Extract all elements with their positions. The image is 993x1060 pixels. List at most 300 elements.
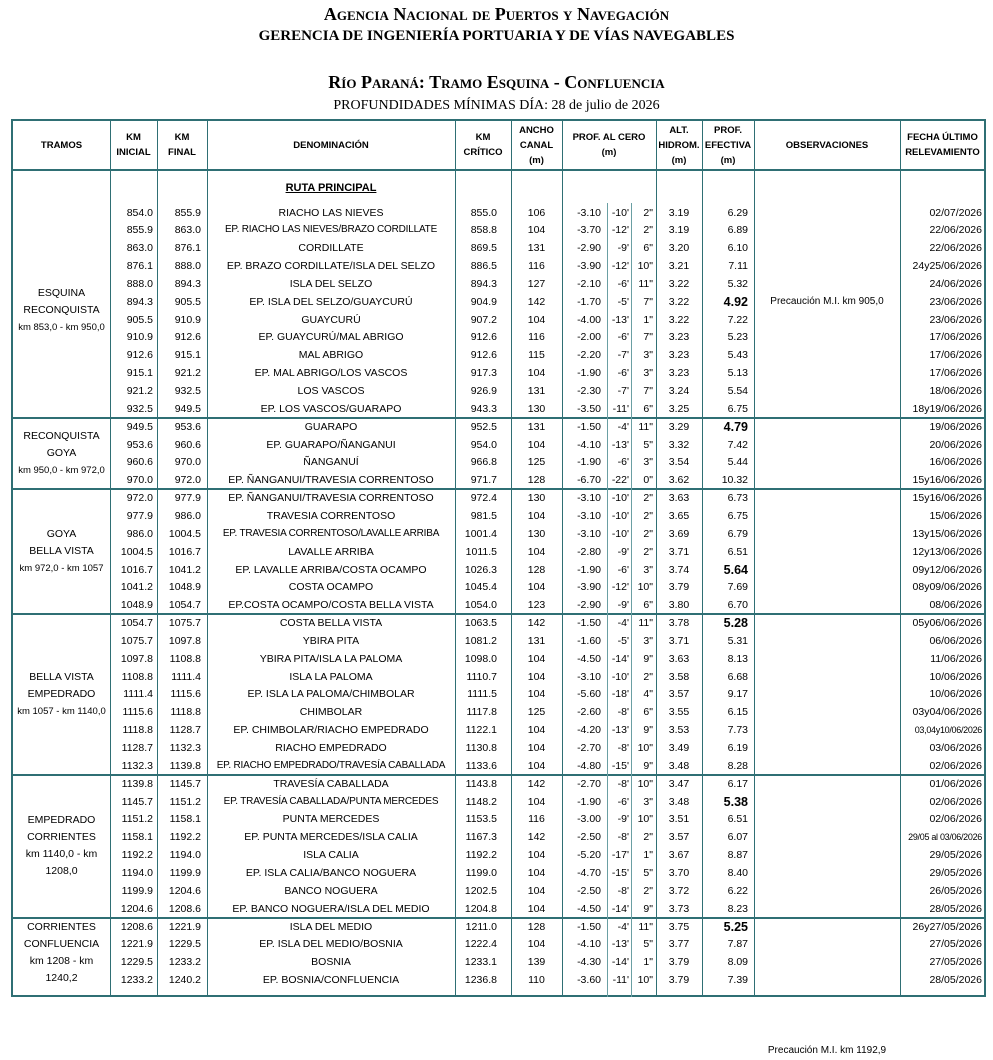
cell-alt: 3.71 [668, 634, 690, 647]
cell-pe: 4.79 [723, 419, 748, 434]
cell-p1: -2.60 [577, 706, 601, 719]
cell-pe: 6.79 [727, 527, 748, 540]
cell-alt: 3.19 [668, 224, 690, 237]
cell-den: CORDILLATE [298, 242, 364, 255]
cell-p3: 3" [643, 349, 653, 362]
cell-kc: 1199.0 [465, 866, 497, 879]
cell-ki: 1139.8 [121, 777, 153, 790]
cell-an: 128 [527, 920, 546, 933]
cell-alt: 3.79 [668, 581, 690, 594]
cell-an: 130 [527, 527, 546, 540]
cell-p2: -9' [617, 242, 629, 255]
cell-ki: 1048.9 [120, 599, 153, 612]
col-tramos-label: TRAMOS [40, 139, 83, 151]
cell-p3: 11" [638, 920, 653, 933]
cell-fe: 23/06/2026 [929, 313, 982, 326]
cell-p3: 10" [637, 742, 653, 754]
cell-alt: 3.63 [668, 492, 690, 505]
cell-p1: -4.10 [577, 438, 601, 451]
cell-pe: 8.28 [727, 759, 748, 772]
cell-ki: 1041.2 [120, 581, 153, 594]
cell-an: 104 [527, 581, 546, 594]
cell-kf: 1115.6 [170, 688, 201, 701]
cell-kc: 894.3 [470, 277, 497, 290]
cell-den: RIACHO EMPEDRADO [275, 742, 387, 754]
cell-den: MAL ABRIGO [298, 349, 364, 362]
cell-kf: 1048.9 [168, 581, 201, 594]
cell-alt: 3.49 [668, 742, 690, 754]
cell-p3: 9" [643, 652, 653, 665]
cell-fe: 02/06/2026 [929, 795, 982, 808]
cell-ki: 1194.0 [121, 866, 153, 879]
cell-kf: 1233.2 [168, 956, 201, 969]
tramo-label [13, 489, 110, 614]
cell-den: EP. LOS VASCOS/GUARAPO [260, 402, 402, 415]
cell-kc: 1026.3 [464, 563, 497, 576]
cell-p2: -4' [617, 920, 629, 933]
cell-alt: 3.51 [668, 813, 690, 826]
cell-p3: 4" [643, 688, 653, 701]
cell-an: 104 [527, 367, 546, 380]
cell-den: EP. MAL ABRIGO/LOS VASCOS [254, 367, 408, 380]
cell-kc: 972.4 [470, 492, 497, 505]
cell-an: 104 [527, 742, 546, 754]
cell-fe: 17/06/2026 [929, 349, 982, 362]
cell-pe: 5.64 [723, 562, 748, 577]
route-title: RUTA PRINCIPAL [285, 182, 377, 194]
cell-kc: 1117.8 [466, 706, 497, 719]
cell-fe: 02/06/2026 [929, 813, 982, 826]
cell-an: 130 [527, 492, 546, 505]
cell-fe: 27/05/2026 [929, 956, 982, 969]
col-prof-efectiva [702, 121, 754, 169]
cell-an: 130 [527, 402, 546, 415]
cell-pe: 8.13 [727, 652, 748, 665]
cell-pe: 7.22 [727, 313, 748, 326]
cell-kf: 1192.2 [169, 831, 201, 844]
cell-ki: 977.9 [126, 509, 153, 522]
cell-p3: 3" [643, 563, 653, 576]
cell-p2: -8' [617, 706, 629, 719]
cell-an: 104 [527, 224, 546, 237]
col-km-final-l2: FINAL [168, 147, 196, 158]
cell-an: 104 [527, 438, 546, 451]
cell-ki: 1158.1 [121, 831, 153, 844]
cell-den: EP. ISLA DEL SELZO/GUAYCURÚ [249, 295, 413, 308]
tramo-line: BELLA VISTA [29, 545, 94, 558]
cell-kf: 977.9 [174, 492, 201, 505]
col-prof-ef-l2: EFECTIVA [704, 139, 752, 151]
cell-kf: 910.9 [174, 313, 201, 326]
cell-fe: 03y04/06/2026 [912, 706, 982, 719]
col-ancho-l1: ANCHO [519, 124, 554, 136]
cell-alt: 3.55 [668, 706, 690, 719]
col-alt-l1: ALT. [669, 124, 689, 136]
cell-fe: 19/06/2026 [929, 420, 982, 433]
cell-den: LAVALLE ARRIBA [288, 545, 374, 558]
col-km-inicial [110, 121, 157, 169]
cell-pe: 6.70 [727, 599, 748, 612]
cell-ki: 1128.7 [121, 742, 153, 754]
cell-p3: 6" [643, 402, 653, 415]
observation-note: Precaución M.I. km 905,0 [770, 295, 884, 307]
cell-kc: 858.8 [470, 224, 497, 237]
cell-p1: -2.70 [577, 777, 601, 790]
cell-kc: 855.0 [470, 206, 497, 219]
cell-fe: 02/06/2026 [929, 759, 982, 772]
cell-pe: 5.54 [727, 385, 748, 397]
cell-alt: 3.21 [668, 260, 690, 273]
cell-p3: 7" [643, 295, 653, 308]
cell-p3: 10" [637, 777, 653, 790]
tramo-label [13, 775, 110, 918]
cell-p2: -8' [617, 742, 629, 754]
cell-kf: 1221.9 [168, 920, 201, 933]
tramo-line: RECONQUISTA [23, 429, 100, 442]
cell-kf: 1041.2 [168, 563, 201, 576]
cell-pe: 6.15 [727, 706, 748, 719]
cell-den: PUNTA MERCEDES [282, 813, 380, 826]
cell-p2: -9' [617, 599, 629, 612]
cell-p2: -8' [617, 831, 629, 844]
cell-den: EP. BRAZO CORDILLATE/ISLA DEL SELZO [226, 260, 436, 273]
cell-alt: 3.79 [668, 956, 690, 969]
tramo-label [13, 614, 110, 775]
cell-p1: -3.90 [577, 581, 601, 594]
cell-fe: 22/06/2026 [929, 242, 982, 255]
cell-p1: -2.50 [577, 884, 601, 897]
cell-alt: 3.48 [668, 759, 690, 772]
cell-kf: 1145.7 [169, 777, 201, 790]
cell-fe: 15y16/06/2026 [912, 474, 982, 487]
cell-ki: 932.5 [126, 402, 153, 415]
cell-an: 139 [527, 956, 546, 969]
cell-fe: 28/05/2026 [929, 902, 982, 915]
cell-den: EP. ISLA LA PALOMA/CHIMBOLAR [247, 688, 415, 701]
cell-ki: 970.0 [126, 474, 153, 487]
cell-den: TRAVESÍA CABALLADA [273, 777, 389, 790]
cell-p1: -1.50 [577, 920, 601, 933]
cell-pe: 5.44 [727, 456, 748, 469]
cell-kf: 1139.8 [169, 759, 201, 772]
cell-fe: 16/06/2026 [929, 456, 982, 469]
cell-ki: 1108.8 [121, 670, 153, 683]
cell-p2: -17' [611, 849, 629, 862]
cell-p2: -8' [617, 777, 629, 790]
cell-den: ÑANGANUÍ [303, 456, 359, 469]
cell-den: CHIMBOLAR [299, 706, 363, 719]
cell-p1: -6.70 [577, 474, 601, 487]
cell-fe: 26/05/2026 [929, 884, 982, 897]
cell-p1: -2.80 [577, 545, 601, 558]
cell-kf: 932.5 [174, 385, 201, 397]
cell-ki: 1118.8 [122, 724, 153, 737]
cell-ki: 1233.2 [120, 974, 153, 987]
cell-kf: 986.0 [174, 509, 201, 522]
cell-pe: 8.23 [727, 902, 748, 915]
cell-kc: 1011.5 [465, 545, 497, 558]
cell-ki: 986.0 [126, 527, 153, 540]
tramo-line: 1208,0 [45, 865, 78, 878]
cell-kc: 907.2 [470, 313, 497, 326]
cell-an: 127 [527, 277, 546, 290]
col-km-final-l1: KM [174, 132, 190, 143]
cell-fe: 02/07/2026 [929, 206, 982, 219]
cell-p2: -4' [617, 420, 629, 433]
cell-p2: -15' [611, 866, 629, 879]
cell-p3: 6" [643, 242, 653, 255]
cell-kf: 1204.6 [168, 884, 201, 897]
cell-ki: 1097.8 [120, 652, 153, 665]
cell-p3: 10" [637, 974, 653, 987]
cell-an: 104 [527, 670, 546, 683]
cell-an: 131 [527, 420, 546, 433]
cell-p2: -13' [611, 313, 629, 326]
cell-ki: 912.6 [126, 349, 153, 362]
cell-kc: 952.5 [470, 420, 497, 433]
col-prof-cero-l2: (m) [601, 147, 617, 158]
cell-p1: -3.50 [577, 402, 601, 415]
cell-kc: 1110.7 [466, 670, 497, 683]
cell-fe: 22/06/2026 [929, 224, 982, 237]
col-prof-ef-l3: (m) [720, 154, 736, 166]
cell-kc: 1122.1 [465, 724, 497, 737]
cell-ki: 921.2 [126, 385, 153, 397]
cell-den: EP. CHIMBOLAR/RIACHO EMPEDRADO [233, 724, 429, 737]
cell-kc: 1202.5 [464, 884, 497, 897]
cell-den: EP.COSTA OCAMPO/COSTA BELLA VISTA [228, 599, 434, 612]
cell-den: COSTA BELLA VISTA [279, 617, 383, 630]
column-divider [754, 121, 755, 997]
cell-ki: 855.9 [126, 224, 153, 237]
observation-note: Precaución M.I. km 1192,9 [767, 1045, 887, 1057]
cell-p3: 6" [643, 706, 653, 719]
cell-pe: 10.32 [721, 474, 748, 487]
col-observaciones [754, 121, 900, 169]
col-prof-cero-l1: PROF. AL CERO [572, 132, 646, 143]
cell-den: YBIRA PITA [302, 634, 360, 647]
cell-ki: 949.5 [126, 420, 153, 433]
cell-kf: 1118.8 [170, 706, 201, 719]
cell-ki: 953.6 [126, 438, 153, 451]
cell-p1: -3.10 [577, 670, 601, 683]
cell-kc: 1054.0 [464, 599, 497, 612]
cell-p2: -11' [612, 402, 629, 415]
tramo-line: BELLA VISTA [29, 670, 94, 683]
cell-ki: 960.6 [126, 456, 153, 469]
cell-alt: 3.24 [668, 385, 690, 397]
cell-p2: -10' [611, 509, 629, 522]
cell-p1: -1.60 [577, 634, 601, 647]
cell-p1: -4.00 [577, 313, 601, 326]
cell-an: 104 [527, 759, 546, 772]
cell-den: EP. RIACHO LAS NIEVES/BRAZO CORDILLATE [224, 224, 438, 236]
cell-p2: -4' [617, 617, 629, 630]
cell-alt: 3.22 [668, 295, 690, 308]
cell-den: ISLA LA PALOMA [289, 670, 373, 683]
cell-kf: 1054.7 [168, 599, 201, 612]
cell-pe: 7.11 [728, 260, 748, 273]
cell-pe: 8.87 [727, 849, 748, 862]
cell-kf: 855.9 [174, 206, 201, 219]
cell-pe: 6.07 [727, 831, 748, 844]
cell-alt: 3.75 [668, 920, 690, 933]
col-alt-l2: HIDROM. [658, 139, 700, 151]
cell-alt: 3.63 [668, 652, 690, 665]
cell-p2: -11' [612, 974, 629, 987]
cell-kf: 1208.6 [168, 902, 201, 915]
cell-p1: -1.90 [577, 367, 601, 380]
cell-kf: 915.1 [174, 349, 201, 362]
cell-p3: 2" [643, 492, 653, 505]
cell-alt: 3.22 [668, 277, 690, 290]
cell-p3: 6" [643, 599, 653, 612]
col-ancho-l2: CANAL [519, 139, 554, 151]
cell-ki: 888.0 [126, 277, 153, 290]
cell-kc: 1211.0 [465, 920, 497, 933]
cell-fe: 29/05/2026 [929, 849, 982, 862]
cell-den: EP. GUARAPO/ÑANGANUI [266, 438, 396, 451]
cell-pe: 6.19 [727, 742, 748, 754]
cell-kc: 971.7 [470, 474, 497, 487]
cell-kf: 949.5 [174, 402, 201, 415]
cell-kc: 886.5 [470, 260, 497, 273]
tramo-line: CORRIENTES [27, 831, 96, 844]
cell-an: 142 [527, 831, 546, 844]
col-km-critico-l1: KM [475, 132, 491, 143]
tramo-label [13, 418, 110, 489]
cell-kc: 1001.4 [464, 527, 497, 540]
cell-kf: 960.6 [174, 438, 201, 451]
cell-den: EP. BANCO NOGUERA/ISLA DEL MEDIO [232, 902, 430, 915]
cell-p1: -1.50 [577, 420, 601, 433]
cell-ki: 1208.6 [120, 920, 153, 933]
cell-kf: 1158.1 [169, 813, 201, 826]
cell-p2: -14' [611, 652, 629, 665]
cell-alt: 3.54 [668, 456, 690, 469]
cell-fe: 24/06/2026 [929, 277, 982, 290]
cell-alt: 3.57 [668, 831, 690, 844]
cell-den: RIACHO LAS NIEVES [278, 206, 384, 219]
cell-ki: 915.1 [126, 367, 153, 380]
cell-p1: -1.70 [577, 295, 601, 308]
tramo-km-range: km 972,0 - km 1057 [19, 563, 104, 575]
cell-p1: -4.30 [577, 956, 601, 969]
cell-p3: 9" [643, 759, 653, 772]
cell-den: EP. RIACHO EMPEDRADO/TRAVESÍA CABALLADA [216, 759, 446, 771]
cell-pe: 6.29 [727, 206, 748, 219]
cell-kf: 905.5 [174, 295, 201, 308]
cell-p2: -7' [617, 385, 629, 397]
cell-p1: -2.10 [577, 277, 601, 290]
cell-kc: 1148.2 [465, 795, 497, 808]
cell-an: 125 [527, 706, 546, 719]
cell-p1: -3.10 [577, 492, 601, 505]
cell-p3: 5" [643, 938, 653, 951]
cell-ki: 1115.6 [122, 706, 153, 719]
cell-alt: 3.80 [668, 599, 690, 612]
col-fecha-l1: FECHA ÚLTIMO [907, 132, 978, 143]
cell-alt: 3.20 [668, 242, 690, 255]
cell-an: 106 [527, 206, 546, 219]
cell-kf: 972.0 [174, 474, 201, 487]
cell-p2: -8' [617, 884, 629, 897]
cell-fe: 08y09/06/2026 [912, 581, 982, 594]
cell-p2: -12' [611, 260, 629, 273]
cell-an: 123 [527, 599, 546, 612]
cell-ki: 905.5 [126, 313, 153, 326]
cell-alt: 3.23 [668, 349, 690, 362]
cell-den: EP. ISLA CALIA/BANCO NOGUERA [245, 866, 417, 879]
cell-alt: 3.69 [668, 527, 690, 540]
cell-ki: 1199.9 [121, 884, 153, 897]
cell-pe: 7.42 [727, 438, 748, 451]
cell-p3: 10" [637, 813, 653, 826]
cell-p2: -10' [611, 527, 629, 540]
cell-alt: 3.53 [668, 724, 690, 737]
cell-p1: -5.20 [577, 849, 601, 862]
cell-pe: 7.87 [727, 938, 748, 951]
cell-kc: 1133.6 [465, 759, 497, 772]
cell-alt: 3.77 [668, 938, 690, 951]
cell-fe: 28/05/2026 [929, 974, 982, 987]
cell-ki: 1016.7 [120, 563, 153, 576]
cell-pe: 6.17 [727, 777, 748, 790]
cell-pe: 6.10 [727, 242, 748, 255]
cell-kc: 943.3 [470, 402, 497, 415]
cell-p2: -6' [617, 795, 629, 808]
cell-pe: 5.13 [727, 367, 748, 380]
cell-p2: -15' [611, 759, 629, 772]
cell-an: 104 [527, 938, 546, 951]
cell-p3: 10" [637, 581, 653, 594]
cell-ki: 1204.6 [120, 902, 153, 915]
cell-kc: 1222.4 [464, 938, 497, 951]
cell-den: YBIRA PITA/ISLA LA PALOMA [259, 652, 403, 665]
col-denominacion [207, 121, 455, 169]
cell-p3: 2" [643, 670, 653, 683]
cell-p3: 10" [637, 260, 653, 273]
tramo-label [13, 918, 110, 989]
cell-p2: -14' [611, 902, 629, 915]
cell-p2: -9' [617, 813, 629, 826]
col-km-inicial-l2: INICIAL [116, 147, 151, 158]
cell-p1: -1.90 [577, 456, 601, 469]
cell-fe: 15/06/2026 [929, 509, 982, 522]
cell-kc: 869.5 [470, 242, 497, 255]
cell-p1: -3.70 [577, 224, 601, 237]
cell-kc: 1204.8 [464, 902, 497, 915]
cell-pe: 7.69 [727, 581, 748, 594]
cell-alt: 3.23 [668, 367, 690, 380]
cell-p3: 11" [638, 277, 653, 290]
cell-pe: 5.31 [727, 634, 748, 647]
cell-kc: 1130.8 [465, 742, 497, 754]
cell-p2: -10' [611, 670, 629, 683]
cell-alt: 3.79 [668, 974, 690, 987]
cell-pe: 7.73 [727, 724, 748, 737]
cell-p3: 5" [643, 438, 653, 451]
cell-kc: 1045.4 [464, 581, 497, 594]
cell-p3: 3" [643, 634, 653, 647]
cell-kc: 1081.2 [464, 634, 497, 647]
cell-kc: 912.6 [470, 349, 497, 362]
cell-p3: 2" [643, 545, 653, 558]
cell-pe: 6.73 [727, 492, 748, 505]
cell-p2: -7' [617, 349, 629, 362]
cell-kf: 1075.7 [168, 617, 201, 630]
cell-p3: 2" [643, 527, 653, 540]
